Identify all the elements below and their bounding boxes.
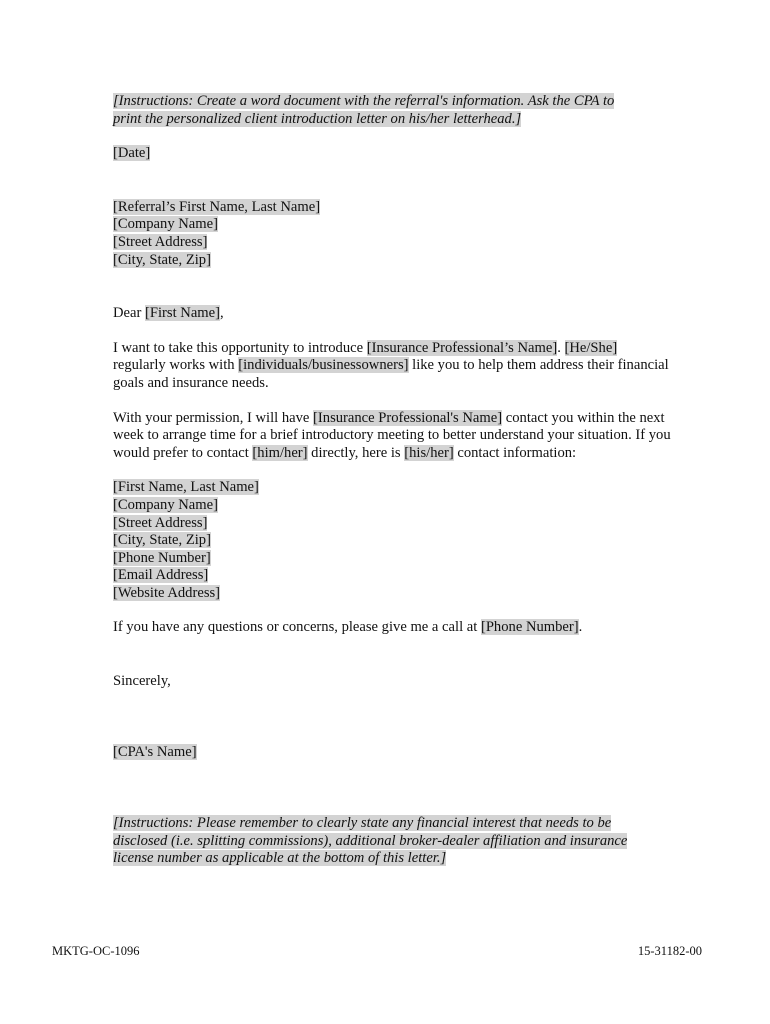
paragraph-introduction: [113, 340, 673, 393]
para1-field-client-type: [individuals/businessowners]: [238, 357, 409, 374]
para3-text1: If you have any questions or concerns, please give me a call at: [113, 619, 481, 636]
para1-text4: like you to help them address their financial goals and insurance needs.: [113, 357, 669, 391]
instructions-bottom-line2: disclosed (i.e. splitting commissions), additional broker-dealer affiliation and insurance: [113, 832, 628, 849]
para1-text1: I want to take this opportunity to introduce: [113, 339, 367, 356]
contact-company: [Company Name]: [113, 496, 218, 513]
salutation-prefix: Dear: [113, 305, 146, 322]
instructions-top: [113, 93, 673, 128]
para2-field-his-her: [his/her]: [404, 444, 454, 461]
contact-phone: [Phone Number]: [113, 549, 211, 566]
para3-field-phone: [Phone Number]: [480, 619, 579, 636]
para2-text4: contact information:: [453, 444, 577, 461]
para2-field-professional-name: [Insurance Professional's Name]: [313, 409, 503, 426]
instructions-bottom-line3: license number as applicable at the bottom of this letter.]: [113, 850, 447, 867]
para1-field-pronoun: [He/She]: [564, 339, 618, 356]
salutation-name: [First Name]: [145, 305, 220, 322]
paragraph-permission: [113, 410, 673, 463]
para2-field-him-her: [him/her]: [252, 444, 308, 461]
recipient-city: [City, State, Zip]: [113, 251, 211, 268]
salutation-suffix: ,: [220, 305, 224, 322]
contact-website: [Website Address]: [113, 584, 221, 601]
signature-cpa-name: [CPA's Name]: [113, 743, 197, 760]
para2-text2: contact you within the next week to arrange time for a brief introductory meeting to better understand your situation. If you would prefer to contact: [113, 409, 671, 461]
paragraph-questions: [113, 619, 673, 637]
instructions-top-line1: [Instructions: Create a word document with the referral's information. Ask the CPA to: [113, 93, 615, 109]
para2-text3: directly, here is: [307, 444, 405, 461]
date-field: [Date]: [113, 145, 151, 162]
instructions-bottom-line1: [Instructions: Please remember to clearly state any financial interest that needs to be: [113, 815, 612, 832]
para1-text3: regularly works with: [113, 357, 239, 374]
salutation: [113, 305, 673, 323]
recipient-street: [Street Address]: [113, 233, 208, 250]
contact-city: [City, State, Zip]: [113, 532, 211, 549]
signature-line: [113, 744, 673, 762]
contact-street: [Street Address]: [113, 514, 208, 531]
recipient-address: [113, 199, 673, 269]
closing: Sincerely,: [113, 673, 171, 690]
para2-text1: With your permission, I will have: [113, 409, 314, 426]
recipient-company: [Company Name]: [113, 216, 218, 233]
instructions-top-line2: print the personalized client introduction letter on his/her letterhead.]: [113, 110, 522, 127]
contact-name: [First Name, Last Name]: [113, 479, 259, 496]
para1-field-professional-name: [Insurance Professional’s Name]: [366, 339, 558, 356]
letter-body: [113, 93, 673, 868]
recipient-name: [Referral’s First Name, Last Name]: [113, 198, 321, 215]
contact-information: [113, 479, 673, 602]
date-line: [113, 145, 673, 163]
footer-form-number: 15-31182-00: [637, 944, 702, 958]
instructions-bottom: [113, 815, 673, 868]
contact-email: [Email Address]: [113, 567, 209, 584]
para3-text2: .: [578, 619, 583, 636]
footer-form-code: MKTG-OC-1096: [52, 944, 140, 958]
para1-text2: .: [557, 339, 565, 356]
